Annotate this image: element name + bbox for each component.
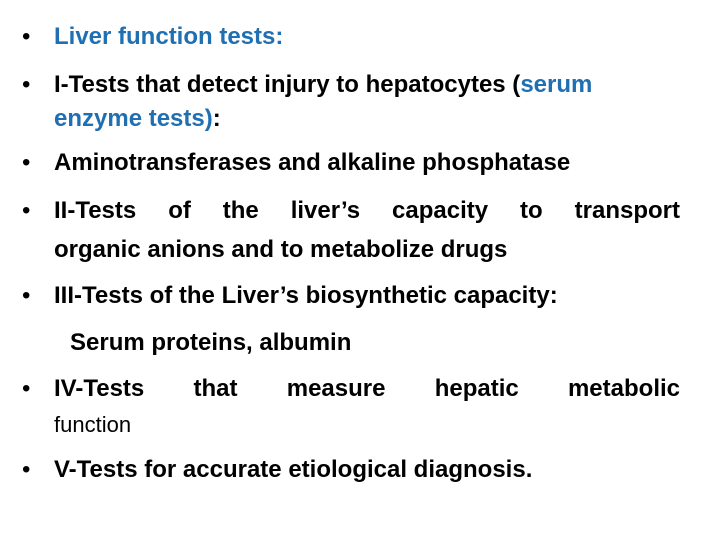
bullet-item-liver-function-tests: Liver function tests: (54, 23, 284, 50)
word: of (168, 197, 191, 224)
bullet-marker: • (22, 282, 31, 309)
word: liver’s (290, 197, 361, 224)
word: IV-Tests (54, 375, 145, 402)
word: to (520, 197, 543, 224)
bullet-marker: • (22, 375, 31, 402)
bullet-item-metabolic-line2: function (54, 412, 132, 437)
bullet-item-biosynthetic-line2: Serum proteins, albumin (70, 329, 352, 356)
bullet-marker: • (22, 149, 31, 176)
bullet-item-biosynthetic-line1: III-Tests of the Liver’s biosynthetic capacity: (54, 282, 558, 309)
word: metabolic (567, 375, 680, 402)
highlight-text: serum (520, 71, 593, 98)
word: II-Tests (54, 197, 137, 224)
bullet-item-metabolic-line1 (54, 374, 680, 404)
bullet-item-injury-tests-line2 (54, 104, 221, 134)
word: capacity (392, 197, 489, 224)
word: transport (574, 197, 680, 224)
word: hepatic (434, 375, 519, 402)
bullet-item-aminotransferases: Aminotransferases and alkaline phosphatase (54, 149, 571, 176)
text-run: I-Tests that detect injury to hepatocytes ( (54, 71, 521, 98)
word: the (222, 197, 259, 224)
highlight-text: enzyme tests) (54, 105, 213, 132)
bullet-marker: • (22, 456, 31, 483)
bullet-marker: • (22, 23, 31, 50)
bullet-marker: • (22, 71, 31, 98)
bullet-item-transport-line2: organic anions and to metabolize drugs (54, 236, 508, 263)
word: that (193, 375, 238, 402)
word: measure (286, 375, 386, 402)
bullet-item-injury-tests-line1 (54, 70, 592, 100)
text-run: : (212, 105, 221, 132)
bullet-item-transport-line1 (54, 196, 680, 226)
bullet-marker: • (22, 197, 31, 224)
bullet-item-etiological-diagnosis: V-Tests for accurate etiological diagnosis. (54, 456, 533, 483)
